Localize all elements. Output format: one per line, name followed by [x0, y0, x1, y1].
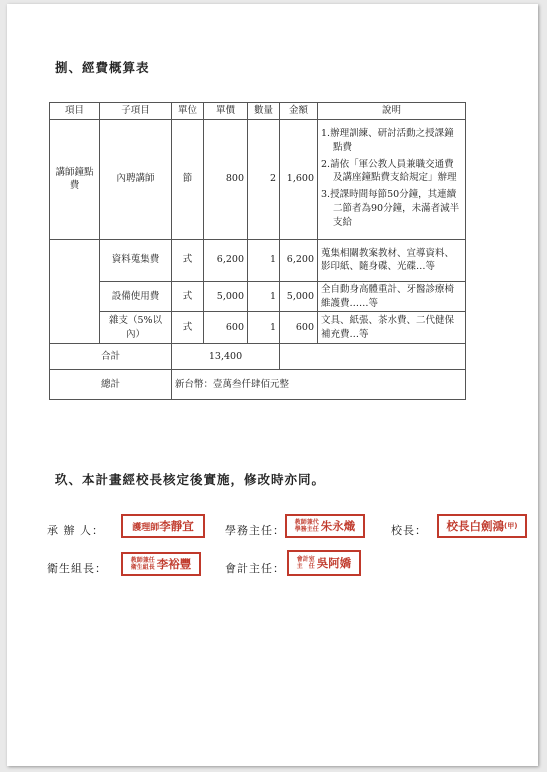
cell-unit: 式	[172, 281, 204, 312]
cell-unit: 式	[172, 239, 204, 281]
cell-amount: 6,200	[280, 239, 318, 281]
accounting-seal-title-2: 主 任	[296, 563, 315, 570]
academic-seal-title	[295, 519, 319, 533]
header-qty: 數量	[248, 103, 280, 120]
subtotal-label: 合計	[50, 344, 172, 370]
cell-price: 600	[204, 312, 248, 344]
cell-amount: 1,600	[280, 119, 318, 239]
header-notes: 說明	[318, 103, 466, 120]
principal-seal	[437, 514, 527, 538]
note-line: 2.請依「軍公教人員兼職交通費及講座鐘點費支給規定」辦理	[321, 158, 457, 184]
header-unit: 單位	[172, 103, 204, 120]
subtotal-value: 13,400	[172, 344, 280, 370]
subtotal-row	[50, 344, 466, 370]
cell-price: 5,000	[204, 281, 248, 312]
table-row	[50, 239, 466, 281]
header-price: 單價	[204, 103, 248, 120]
grand-total-row	[50, 370, 466, 400]
cell-price: 6,200	[204, 239, 248, 281]
academic-seal-name: 朱永熾	[320, 519, 356, 533]
cell-unit: 式	[172, 312, 204, 344]
grand-total-label: 總計	[50, 370, 172, 400]
cell-notes: 蒐集相關教案教材、宣導資料、影印紙、隨身碟、光碟…等	[318, 239, 466, 281]
cell-qty: 1	[248, 281, 280, 312]
header-subitem: 子項目	[100, 103, 172, 120]
note-line: 3.授課時間每節50分鐘，其連續二節者為90分鐘，未滿者減半支給	[321, 189, 460, 228]
cell-item: 講師鐘點費	[50, 119, 100, 239]
cell-qty: 1	[248, 239, 280, 281]
accounting-seal-title-1: 會計室	[296, 555, 315, 563]
subtotal-empty	[280, 344, 466, 370]
cell-notes: 全自動身高體重計、牙醫診療椅維護費……等	[318, 281, 466, 312]
academic-seal-title-1: 教師兼代	[294, 518, 319, 526]
health-seal-name: 李裕豐	[156, 557, 192, 571]
cell-subitem: 雜支（5%以內）	[100, 312, 172, 344]
organizer-seal-name: 李靜宜	[159, 519, 194, 533]
cell-subitem: 資料蒐集費	[100, 239, 172, 281]
academic-seal-title-2: 學務主任	[294, 526, 319, 533]
cell-notes	[318, 119, 466, 239]
academic-label: 學務主任：	[225, 524, 285, 537]
cell-subitem: 內聘講師	[100, 119, 172, 239]
budget-table	[49, 102, 466, 400]
principal-seal-name: 校長白劍鴻	[446, 519, 505, 533]
academic-seal	[285, 514, 365, 538]
section-8-title: 捌、經費概算表	[55, 60, 150, 75]
cell-price: 800	[204, 119, 248, 239]
document-page	[7, 4, 538, 766]
cell-notes: 文具、紙張、茶水費、二代健保補充費…等	[318, 312, 466, 344]
organizer-seal	[121, 514, 205, 538]
principal-label: 校長：	[391, 524, 427, 537]
health-seal	[121, 552, 201, 576]
organizer-seal-title: 護理師	[132, 522, 160, 533]
table-header-row	[50, 103, 466, 120]
health-seal-title-2: 衛生組長	[130, 564, 155, 571]
cell-amount: 600	[280, 312, 318, 344]
principal-seal-mark: (甲)	[504, 522, 518, 530]
cell-qty: 2	[248, 119, 280, 239]
note-line: 1.辦理訓練、研討活動之授課鐘點費	[321, 128, 454, 153]
cell-qty: 1	[248, 312, 280, 344]
header-amount: 金額	[280, 103, 318, 120]
header-item: 項目	[50, 103, 100, 120]
accounting-seal-title	[297, 556, 315, 570]
health-seal-title-1: 教師兼任	[130, 556, 155, 564]
cell-item-empty	[50, 239, 100, 344]
table-row	[50, 119, 466, 239]
organizer-label: 承 辦 人：	[47, 524, 104, 537]
health-seal-title	[131, 557, 155, 571]
cell-subitem: 設備使用費	[100, 281, 172, 312]
cell-unit: 節	[172, 119, 204, 239]
table-row	[50, 281, 466, 312]
section-9-title: 玖、本計畫經校長核定後實施，修改時亦同。	[55, 472, 326, 487]
table-row	[50, 312, 466, 344]
grand-total-value: 新台幣：壹萬叁仟肆佰元整	[172, 370, 466, 400]
accounting-seal	[287, 550, 361, 576]
cell-amount: 5,000	[280, 281, 318, 312]
accounting-label: 會計主任：	[225, 562, 285, 575]
accounting-seal-name: 吳阿嬌	[316, 556, 352, 570]
health-label: 衛生組長：	[47, 562, 107, 575]
